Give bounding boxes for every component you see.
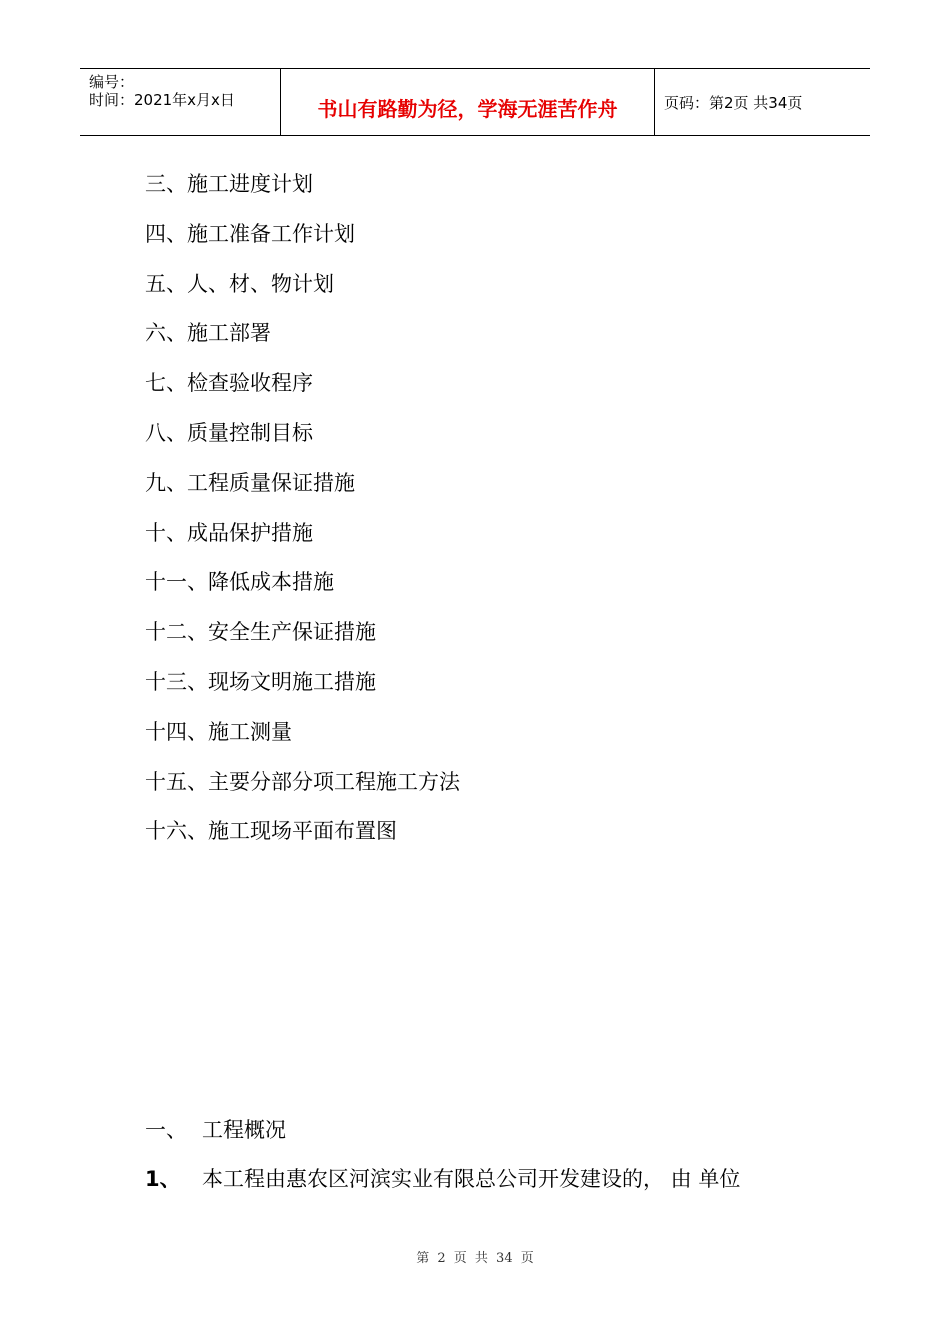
paragraph-text: 本工程由惠农区河滨实业有限总公司开发建设的， 由 单位 [202, 1167, 741, 1191]
toc-item: 四、施工准备工作计划 [145, 221, 355, 246]
header-info-cell [80, 69, 281, 135]
toc-item: 十六、施工现场平面布置图 [145, 819, 397, 844]
table-of-contents [145, 170, 460, 867]
section-heading [145, 1116, 286, 1144]
toc-item: 五、人、材、物计划 [145, 271, 334, 296]
toc-item: 十一、降低成本措施 [145, 570, 334, 595]
toc-item: 十、成品保护措施 [145, 520, 313, 545]
toc-item: 十二、安全生产保证措施 [145, 620, 376, 645]
document-number-label: 编号： [89, 73, 135, 91]
header-page-cell [655, 69, 870, 135]
header-motto: 书山有路勤为径，学海无涯苦作舟 [317, 97, 618, 121]
toc-item: 七、检查验收程序 [145, 371, 313, 396]
page-footer: 第 2 页 共 34 页 [416, 1251, 534, 1266]
toc-item: 十三、现场文明施工措施 [145, 669, 376, 694]
header-page-number: 页码：第2页 共34页 [664, 94, 803, 112]
toc-item: 十五、主要分部分项工程施工方法 [145, 769, 460, 794]
section-title: 工程概况 [202, 1118, 286, 1142]
toc-item: 三、施工进度计划 [145, 172, 313, 196]
toc-item: 十四、施工测量 [145, 719, 292, 744]
header-motto-cell [281, 69, 655, 135]
page-header [80, 68, 870, 136]
toc-item: 六、施工部署 [145, 321, 271, 346]
toc-item: 八、质量控制目标 [145, 420, 313, 445]
section-number: 一、 [145, 1118, 187, 1142]
document-time-label: 时间：2021年x月x日 [89, 91, 235, 109]
toc-item: 九、工程质量保证措施 [145, 470, 355, 495]
paragraph-number: 1、 [145, 1167, 181, 1191]
body-paragraph [145, 1165, 740, 1193]
